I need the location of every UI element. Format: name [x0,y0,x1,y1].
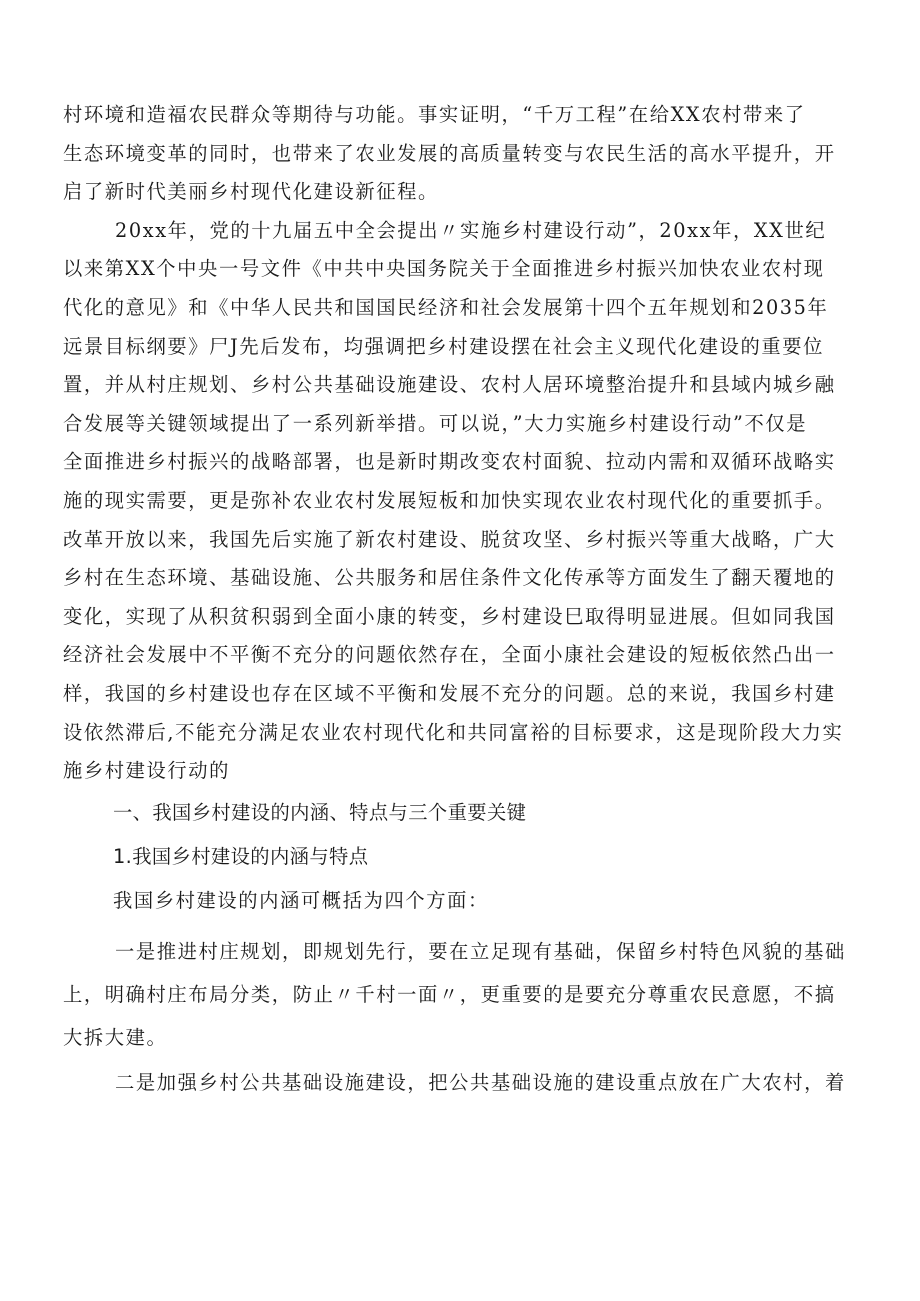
intro-line: 我国乡村建设的内涵可概括为四个方面： [113,888,489,912]
text-line: 施的现实需要，更是弥补农业农村发展短板和加快实现农业农村现代化的重要抓手。 [63,488,836,512]
document-page [63,96,875,1102]
point1-line: 一是推进村庄规划，即规划先行，要在立足现有基础，保留乡村特色风貌的基础 [115,939,846,963]
text-line: 变化，实现了从积贫积弱到全面小康的转变，乡村建设巳取得明显进展。但如同我国 [63,604,836,628]
text-line: 启了新时代美丽乡村现代化建设新征程。 [63,180,439,204]
text-line: 以来第XX个中央一号文件《中共中央国务院关于全面推进乡村振兴加快农业农村现 [63,257,825,281]
section-heading: 一、我国乡村建设的内涵、特点与三个重要关键 [113,800,527,824]
text-line: 生态环境变革的同时，也带来了农业发展的高质量转变与农民生活的高水平提升，开 [63,141,836,165]
subsection-heading: 1.我国乡村建设的内涵与特点 [113,845,369,869]
text-line: 经济社会发展中不平衡不充分的问题依然存在，全面小康社会建设的短板依然凸出一 [63,643,836,667]
text-line: 全面推进乡村振兴的战略部署，也是新时期改变农村面貌、拉动内需和双循环战略实 [63,450,836,474]
point1-line: 上，明确村庄布局分类，防止〃千村一面〃，更重要的是要充分尊重农民意愿，不搞 [63,982,836,1006]
text-line: 合发展等关键领域提出了一系列新举措。可以说，”大力实施乡村建设行动”不仅是 [63,411,808,435]
text-line: 村环境和造福农民群众等期待与功能。事实证明，“千万工程”在给XX农村带来了 [63,103,806,126]
text-line: 远景目标纲要》尸J先后发布，均强调把乡村建设摆在社会主义现代化建设的重要位 [63,334,825,358]
point1-line: 大拆大建。 [63,1025,168,1049]
text-line: 样，我国的乡村建设也存在区域不平衡和发展不充分的问题。总的来说，我国乡村建 [63,681,836,705]
text-line: 改革开放以来，我国先后实施了新农村建设、脱贫攻坚、乡村振兴等重大战略，广大 [63,527,836,551]
text-line: 代化的意见》和《中华人民共和国国民经济和社会发展第十四个五年规划和2035年 [63,295,829,319]
text-line: 设依然滞后,不能充分满足农业农村现代化和共同富裕的目标要求，这是现阶段大力实 [63,720,844,744]
text-line: 乡村在生态环境、基础设施、公共服务和居住条件文化传承等方面发生了翻天覆地的 [63,566,836,590]
text-line: 置，并从村庄规划、乡村公共基础设施建设、农村人居环境整治提升和县域内城乡融 [63,373,836,397]
text-line: 施乡村建设行动的 [63,759,231,783]
point2-line: 二是加强乡村公共基础设施建设，把公共基础设施的建设重点放在广大农村，着 [115,1070,846,1094]
text-line: 20xx年，党的十九届五中全会提出〃实施乡村建设行动”，20xx年，XX世纪 [115,218,827,242]
